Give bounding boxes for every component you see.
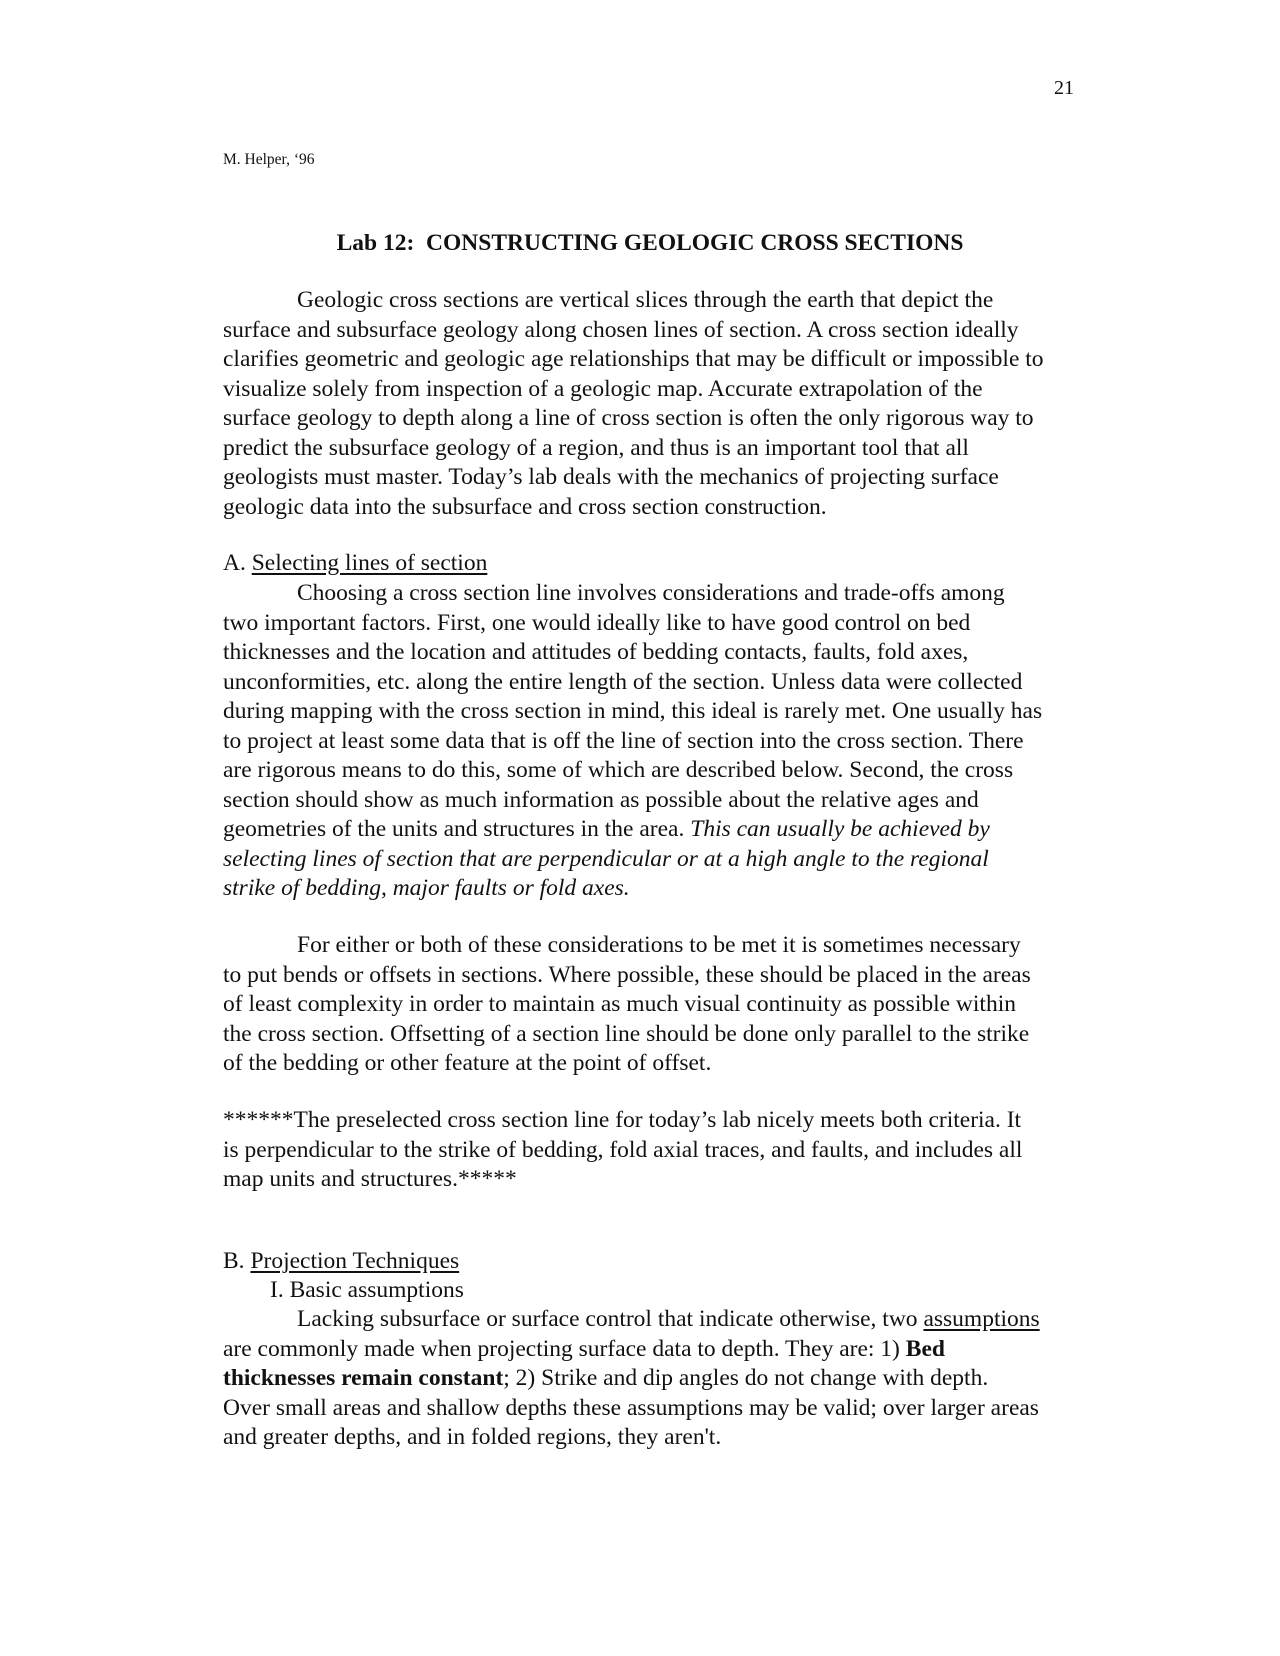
- section-b-prefix: B.: [223, 1248, 251, 1274]
- paragraph-line: to project at least some data that is off the line of section into the cross section. There: [223, 727, 1024, 754]
- paragraph-line: and greater depths, and in folded regions, they aren't.: [223, 1424, 722, 1450]
- paragraph-text: Lacking subsurface or surface control that indicate otherwise, two: [297, 1306, 924, 1332]
- section-b-paragraph: [223, 1305, 1083, 1453]
- note-line: ******The preselected cross section line for today’s lab nicely meets both criteria. It: [223, 1107, 1022, 1133]
- paragraph-line: geologists must master. Today’s lab deals with the mechanics of projecting surface: [223, 464, 999, 490]
- subheading-text: I. Basic assumptions: [270, 1277, 464, 1303]
- bold-term: Bed: [905, 1335, 945, 1362]
- paragraph-line: For either or both of these considerations to be met it is sometimes necessary: [297, 932, 1021, 958]
- bold-term: thicknesses remain constant: [223, 1365, 504, 1391]
- paragraph-line: predict the subsurface geology of a region, and thus is an important tool that all: [223, 434, 969, 461]
- section-b-subheading: [223, 1276, 1083, 1306]
- paragraph-line: surface geology to depth along a line of cross section is often the only rigorous way to: [223, 405, 1034, 431]
- emphasis-text: This can usually be achieved by: [690, 816, 990, 842]
- page-title-text: Lab 12: CONSTRUCTING GEOLOGIC CROSS SECTIONS: [336, 230, 964, 256]
- section-b-heading: [223, 1247, 1083, 1277]
- paragraph-line: Choosing a cross section line involves considerations and trade-offs among: [297, 580, 1005, 606]
- page-title: [0, 228, 1280, 258]
- paragraph-line: unconformities, etc. along the entire length of the section. Unless data were collected: [223, 668, 1023, 695]
- section-a-title: Selecting lines of section: [251, 550, 488, 576]
- paragraph-line: the cross section. Offsetting of a section line should be done only parallel to the strike: [223, 1020, 1030, 1047]
- emphasis-line: selecting lines of section that are perpendicular or at a high angle to the regional: [223, 845, 989, 872]
- paragraph-line: Over small areas and shallow depths these assumptions may be valid; over larger areas: [223, 1394, 1039, 1421]
- paragraph-text: are commonly made when projecting surface data to depth. They are: 1): [223, 1335, 906, 1362]
- paragraph-line: Geologic cross sections are vertical slices through the earth that depict the: [297, 287, 994, 313]
- paragraph-text: ; 2) Strike and dip angles do not change with depth.: [503, 1365, 989, 1391]
- paragraph-line: of least complexity in order to maintain as much visual continuity as possible within: [223, 991, 1016, 1017]
- note-line: is perpendicular to the strike of bedding, fold axial traces, and faults, and includes all: [223, 1136, 1023, 1163]
- author-line: M. Helper, ‘96: [223, 151, 315, 168]
- section-b-title: Projection Techniques: [250, 1248, 460, 1274]
- note-line: map units and structures.*****: [223, 1166, 517, 1192]
- paragraph-line: thicknesses and the location and attitudes of bedding contacts, faults, fold axes,: [223, 639, 969, 665]
- paragraph-line: of the bedding or other feature at the point of offset.: [223, 1050, 712, 1076]
- paragraph-line: surface and subsurface geology along chosen lines of section. A cross section ideally: [223, 316, 1019, 343]
- paragraph-line: to put bends or offsets in sections. Where possible, these should be placed in the areas: [223, 961, 1031, 988]
- paragraph-line: are rigorous means to do this, some of which are described below. Second, the cross: [223, 757, 1014, 783]
- section-a-heading: [223, 549, 1083, 579]
- paragraph-line: section should show as much information as possible about the relative ages and: [223, 786, 979, 813]
- paragraph-line: clarifies geometric and geologic age relationships that may be difficult or impossible to: [223, 346, 1044, 372]
- section-a-paragraph-2: [223, 931, 1083, 1079]
- section-a-prefix: A.: [223, 550, 252, 576]
- paragraph-line: visualize solely from inspection of a geologic map. Accurate extrapolation of the: [223, 375, 983, 402]
- paragraph-line-mixed: [223, 815, 1083, 845]
- paragraph-text: geometries of the units and structures in the area.: [223, 816, 691, 842]
- paragraph-line: during mapping with the cross section in mind, this ideal is rarely met. One usually has: [223, 698, 1043, 724]
- page-number: 21: [1054, 77, 1074, 99]
- paragraph-line: two important factors. First, one would ideally like to have good control on bed: [223, 609, 971, 636]
- section-a-note: [223, 1106, 1083, 1195]
- paragraph-line-mixed: [223, 1364, 1083, 1394]
- section-a-paragraph-1: [223, 579, 1083, 904]
- emphasis-line: strike of bedding, major faults or fold axes.: [223, 875, 630, 901]
- paragraph-line-mixed: [223, 1305, 1083, 1335]
- paragraph-line-mixed: [223, 1335, 1083, 1365]
- paragraph-line: geologic data into the subsurface and cross section construction.: [223, 493, 827, 520]
- underlined-term: assumptions: [923, 1306, 1040, 1332]
- intro-paragraph: [223, 286, 1083, 522]
